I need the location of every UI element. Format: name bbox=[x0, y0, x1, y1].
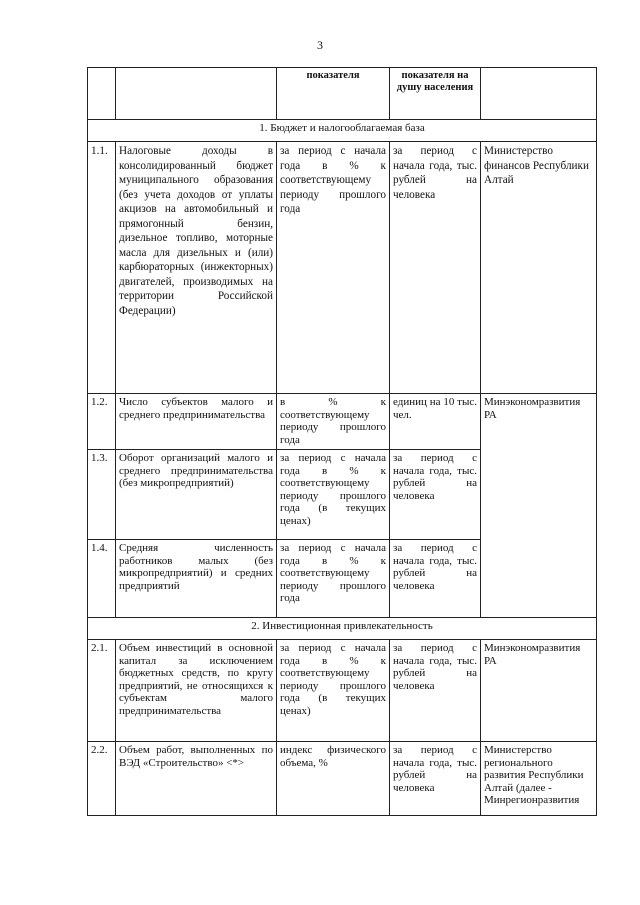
section-title: 1. Бюджет и налогооблагаемая база bbox=[88, 120, 597, 142]
indicator-name: Объем работ, выполненных по ВЭД «Строительство» <*> bbox=[116, 742, 277, 816]
indicator-per-capita: за период с начала года, тыс. рублей на человека bbox=[390, 640, 481, 742]
table-row bbox=[88, 742, 597, 816]
indicator-source: Министерство регионального развития Республики Алтай (далее - Минрегионразвития bbox=[481, 742, 597, 816]
indicator-unit: за период с начала года в % к соответствующему периоду прошлого года (в текущих ценах) bbox=[277, 640, 390, 742]
row-number: 1.3. bbox=[88, 450, 116, 540]
table-header-row bbox=[88, 68, 597, 120]
indicator-unit: индекс физического объема, % bbox=[277, 742, 390, 816]
indicator-name: Оборот организаций малого и среднего предпринимательства (без микропредприятий) bbox=[116, 450, 277, 540]
indicator-name: Средняя численность работников малых (без микропредприятий) и средних предприятий bbox=[116, 540, 277, 618]
indicators-table bbox=[87, 67, 597, 816]
indicator-source: Минэкономразвития РА bbox=[481, 394, 597, 618]
indicator-per-capita: за период с начала года, тыс. рублей на человека bbox=[390, 540, 481, 618]
header-cell-source bbox=[481, 68, 597, 120]
indicator-unit: в % к соответствующему периоду прошлого года bbox=[277, 394, 390, 450]
row-number: 2.1. bbox=[88, 640, 116, 742]
section-row bbox=[88, 120, 597, 142]
indicator-name: Число субъектов малого и среднего предпринимательства bbox=[116, 394, 277, 450]
indicator-per-capita: за период с начала года, тыс. рублей на человека bbox=[390, 450, 481, 540]
indicator-source: Минэкономразвития РА bbox=[481, 640, 597, 742]
indicator-name: Налоговые доходы в консолидированный бюджет муниципального образования (без учета доходов от уплаты акцизов на автомобильный и прямогонный бензин, дизельное топливо, моторные масла для дизельных и (или) карбюраторных (инжекторных) двигателей, производимых на территории Российской Федерации) bbox=[116, 142, 277, 394]
indicator-per-capita: за период с начала года, тыс. рублей на человека bbox=[390, 742, 481, 816]
indicator-name: Объем инвестиций в основной капитал за исключением бюджетных средств, по кругу предприятий, не относящихся к субъектам малого предпринимательства bbox=[116, 640, 277, 742]
header-cell-unit: показателя bbox=[277, 68, 390, 120]
indicator-unit: за период с начала года в % к соответствующему периоду прошлого года bbox=[277, 142, 390, 394]
header-cell-per-capita: показателя на душу населения bbox=[390, 68, 481, 120]
header-cell-name bbox=[116, 68, 277, 120]
table-row bbox=[88, 640, 597, 742]
section-title: 2. Инвестиционная привлекательность bbox=[88, 618, 597, 640]
page-number: 3 bbox=[317, 38, 323, 52]
indicator-unit: за период с начала года в % к соответствующему периоду прошлого года (в текущих ценах) bbox=[277, 450, 390, 540]
indicator-source: Министерство финансов Республики Алтай bbox=[481, 142, 597, 394]
section-row bbox=[88, 618, 597, 640]
row-number: 1.4. bbox=[88, 540, 116, 618]
indicator-per-capita: единиц на 10 тыс. чел. bbox=[390, 394, 481, 450]
row-number: 2.2. bbox=[88, 742, 116, 816]
indicator-per-capita: за период с начала года, тыс. рублей на человека bbox=[390, 142, 481, 394]
header-cell-num bbox=[88, 68, 116, 120]
indicator-unit: за период с начала года в % к соответствующему периоду прошлого года bbox=[277, 540, 390, 618]
table-row bbox=[88, 142, 597, 394]
row-number: 1.1. bbox=[88, 142, 116, 394]
row-number: 1.2. bbox=[88, 394, 116, 450]
table-row bbox=[88, 394, 597, 450]
